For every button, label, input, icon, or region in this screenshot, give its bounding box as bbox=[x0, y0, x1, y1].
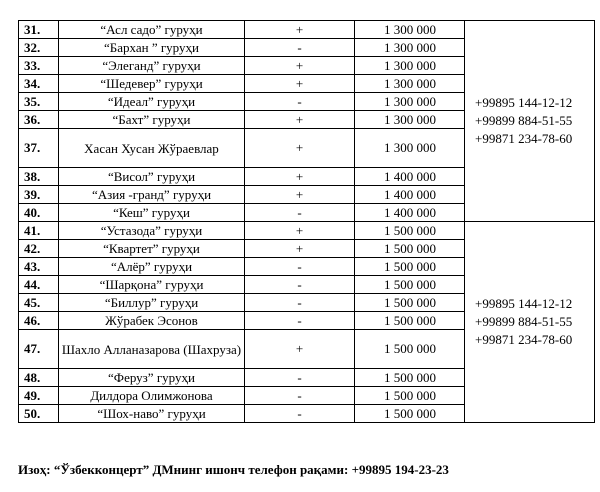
row-amount: 1 300 000 bbox=[355, 57, 465, 75]
row-name: “Квартет” гуруҳи bbox=[59, 240, 245, 258]
row-sign: - bbox=[245, 405, 355, 423]
row-sign: + bbox=[245, 111, 355, 129]
table-row bbox=[19, 222, 595, 240]
row-number: 36. bbox=[19, 111, 59, 129]
row-sign: - bbox=[245, 93, 355, 111]
phone-number: +99895 144-12-12 bbox=[475, 296, 573, 311]
row-number: 42. bbox=[19, 240, 59, 258]
row-sign: + bbox=[245, 330, 355, 369]
row-name: “Бархан ” гуруҳи bbox=[59, 39, 245, 57]
row-sign: - bbox=[245, 258, 355, 276]
row-sign: - bbox=[245, 312, 355, 330]
row-number: 44. bbox=[19, 276, 59, 294]
row-name: “Элеганд” гуруҳи bbox=[59, 57, 245, 75]
row-amount: 1 500 000 bbox=[355, 294, 465, 312]
row-sign: + bbox=[245, 186, 355, 204]
row-amount: 1 500 000 bbox=[355, 330, 465, 369]
row-sign: - bbox=[245, 294, 355, 312]
row-sign: + bbox=[245, 75, 355, 93]
row-name: “Шарқона” гуруҳи bbox=[59, 276, 245, 294]
row-number: 40. bbox=[19, 204, 59, 222]
row-sign: + bbox=[245, 168, 355, 186]
row-amount: 1 300 000 bbox=[355, 75, 465, 93]
row-number: 34. bbox=[19, 75, 59, 93]
row-amount: 1 500 000 bbox=[355, 312, 465, 330]
row-amount: 1 500 000 bbox=[355, 276, 465, 294]
row-number: 32. bbox=[19, 39, 59, 57]
row-number: 35. bbox=[19, 93, 59, 111]
row-name: “Азия -гранд” гуруҳи bbox=[59, 186, 245, 204]
row-sign: - bbox=[245, 204, 355, 222]
row-amount: 1 500 000 bbox=[355, 369, 465, 387]
row-number: 33. bbox=[19, 57, 59, 75]
row-number: 48. bbox=[19, 369, 59, 387]
row-name: Шахло Алланазарова (Шахруза) bbox=[59, 330, 245, 369]
row-amount: 1 300 000 bbox=[355, 93, 465, 111]
row-name: Хасан Хусан Жўраевлар bbox=[59, 129, 245, 168]
row-amount: 1 500 000 bbox=[355, 258, 465, 276]
row-number: 49. bbox=[19, 387, 59, 405]
row-name: “Феруз” гуруҳи bbox=[59, 369, 245, 387]
row-name: “Биллур” гуруҳи bbox=[59, 294, 245, 312]
row-amount: 1 400 000 bbox=[355, 168, 465, 186]
phone-number: +99871 234-78-60 bbox=[475, 131, 573, 146]
row-number: 47. bbox=[19, 330, 59, 369]
row-number: 39. bbox=[19, 186, 59, 204]
phone-number: +99895 144-12-12 bbox=[475, 95, 573, 110]
row-amount: 1 300 000 bbox=[355, 21, 465, 39]
row-sign: - bbox=[245, 276, 355, 294]
row-number: 37. bbox=[19, 129, 59, 168]
row-number: 43. bbox=[19, 258, 59, 276]
table-row bbox=[19, 21, 595, 39]
row-sign: + bbox=[245, 129, 355, 168]
row-name: “Шох-наво” гуруҳи bbox=[59, 405, 245, 423]
row-amount: 1 300 000 bbox=[355, 39, 465, 57]
row-name: “Бахт” гуруҳи bbox=[59, 111, 245, 129]
row-amount: 1 500 000 bbox=[355, 387, 465, 405]
row-amount: 1 500 000 bbox=[355, 405, 465, 423]
row-name: Дилдора Олимжонова bbox=[59, 387, 245, 405]
row-amount: 1 300 000 bbox=[355, 111, 465, 129]
row-name: “Устазода” гуруҳи bbox=[59, 222, 245, 240]
row-sign: - bbox=[245, 369, 355, 387]
row-number: 38. bbox=[19, 168, 59, 186]
row-name: “Кеш” гуруҳи bbox=[59, 204, 245, 222]
footnote: Изоҳ: “Ўзбекконцерт” ДМнинг ишонч телефон рақами: +99895 194-23-23 bbox=[18, 462, 449, 477]
row-number: 46. bbox=[19, 312, 59, 330]
row-sign: + bbox=[245, 222, 355, 240]
row-name: Жўрабек Эсонов bbox=[59, 312, 245, 330]
row-sign: + bbox=[245, 21, 355, 39]
contact-phones-cell bbox=[465, 21, 595, 222]
phone-number: +99899 884-51-55 bbox=[475, 113, 573, 128]
row-sign: + bbox=[245, 57, 355, 75]
row-sign: - bbox=[245, 39, 355, 57]
row-sign: + bbox=[245, 240, 355, 258]
row-name: “Алёр” гуруҳи bbox=[59, 258, 245, 276]
row-amount: 1 400 000 bbox=[355, 204, 465, 222]
row-number: 31. bbox=[19, 21, 59, 39]
row-amount: 1 500 000 bbox=[355, 240, 465, 258]
row-name: “Висол” гуруҳи bbox=[59, 168, 245, 186]
price-table-body bbox=[19, 21, 595, 423]
row-name: “Шедевер” гуруҳи bbox=[59, 75, 245, 93]
row-number: 45. bbox=[19, 294, 59, 312]
row-number: 50. bbox=[19, 405, 59, 423]
row-amount: 1 300 000 bbox=[355, 129, 465, 168]
price-table bbox=[18, 20, 595, 423]
row-amount: 1 400 000 bbox=[355, 186, 465, 204]
contact-phones-cell bbox=[465, 222, 595, 423]
row-number: 41. bbox=[19, 222, 59, 240]
row-name: “Идеал” гуруҳи bbox=[59, 93, 245, 111]
row-name: “Асл садо” гуруҳи bbox=[59, 21, 245, 39]
row-sign: - bbox=[245, 387, 355, 405]
row-amount: 1 500 000 bbox=[355, 222, 465, 240]
phone-number: +99899 884-51-55 bbox=[475, 314, 573, 329]
phone-number: +99871 234-78-60 bbox=[475, 332, 573, 347]
